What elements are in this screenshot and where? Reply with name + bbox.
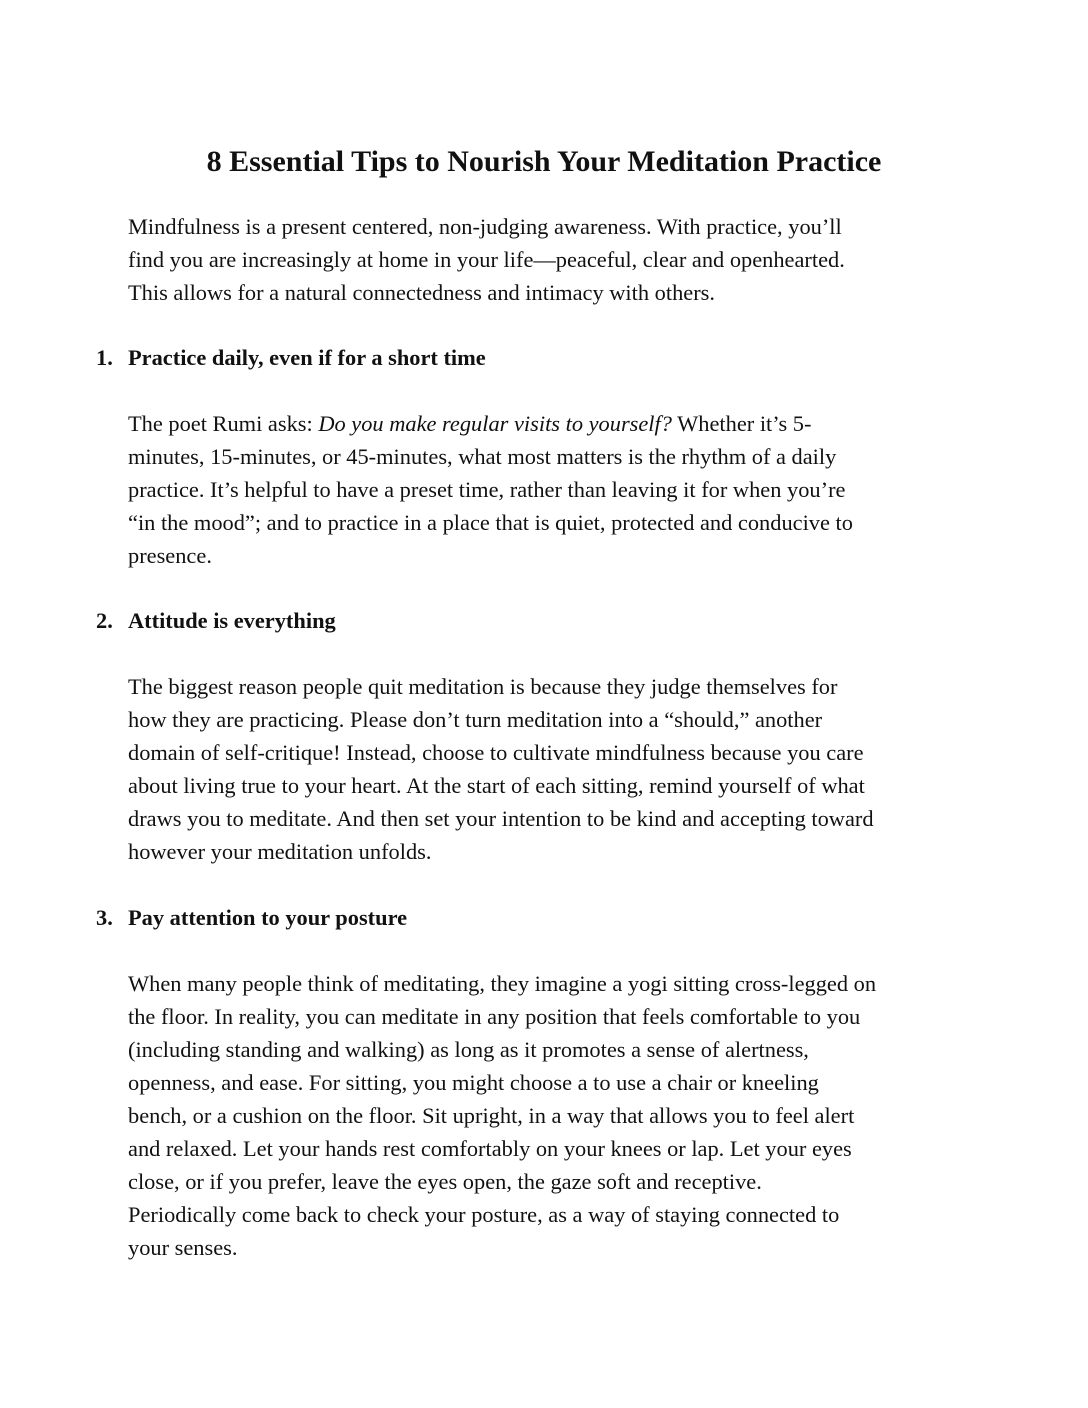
tip-2-line: The biggest reason people quit meditation is because they judge themselves for (128, 674, 838, 699)
tip-1-line: “in the mood”; and to practice in a place that is quiet, protected and conducive to (128, 510, 853, 535)
tip-1-heading (96, 341, 996, 374)
tip-3-line: your senses. (128, 1235, 238, 1260)
tip-3-line: the floor. In reality, you can meditate in any position that feels comfortable to you (128, 1004, 861, 1029)
tip-1-line: presence. (128, 543, 212, 568)
tip-3-line: (including standing and walking) as long as it promotes a sense of alertness, (128, 1037, 809, 1062)
tip-3-line: openness, and ease. For sitting, you might choose a to use a chair or kneeling (128, 1070, 819, 1095)
tip-1-first-line-suffix: Whether it’s 5- (671, 411, 812, 436)
rumi-quote: Do you make regular visits to yourself? (318, 411, 672, 436)
tip-1-line: minutes, 15-minutes, or 45-minutes, what most matters is the rhythm of a daily (128, 444, 837, 469)
tip-2-line: however your meditation unfolds. (128, 839, 432, 864)
tip-2-line: how they are practicing. Please don’t turn meditation into a “should,” another (128, 707, 823, 732)
tip-3-line: and relaxed. Let your hands rest comfortably on your knees or lap. Let your eyes (128, 1136, 852, 1161)
tip-3-line: close, or if you prefer, leave the eyes open, the gaze soft and receptive. (128, 1169, 762, 1194)
tip-1-number: 1. (96, 345, 113, 370)
tip-1-paragraph (128, 407, 978, 572)
intro-line: This allows for a natural connectedness and intimacy with others. (128, 280, 715, 305)
tip-1-line: practice. It’s helpful to have a preset time, rather than leaving it for when you’re (128, 477, 846, 502)
tip-3-paragraph (128, 967, 978, 1264)
tip-2-number: 2. (96, 608, 113, 633)
tip-3-number: 3. (96, 905, 113, 930)
tip-3-line: When many people think of meditating, they imagine a yogi sitting cross-legged on (128, 971, 877, 996)
tip-2-paragraph (128, 670, 978, 868)
tip-3-heading-text: Pay attention to your posture (128, 905, 408, 930)
tip-1-first-line-prefix: The poet Rumi asks: (128, 411, 319, 436)
tip-1-first-line (128, 407, 978, 440)
tip-3-line: Periodically come back to check your posture, as a way of staying connected to (128, 1202, 840, 1227)
intro-paragraph (128, 210, 978, 309)
tip-3-heading (96, 901, 996, 934)
tip-2-line: domain of self-critique! Instead, choose to cultivate mindfulness because you care (128, 740, 864, 765)
tip-2-heading (96, 604, 996, 637)
intro-line: find you are increasingly at home in your life—peaceful, clear and openhearted. (128, 247, 845, 272)
tip-1-heading-text: Practice daily, even if for a short time (128, 345, 486, 370)
tip-3-line: bench, or a cushion on the floor. Sit upright, in a way that allows you to feel alert (128, 1103, 855, 1128)
intro-line: Mindfulness is a present centered, non-judging awareness. With practice, you’ll (128, 214, 842, 239)
tip-2-line: draws you to meditate. And then set your intention to be kind and accepting toward (128, 806, 874, 831)
tip-2-line: about living true to your heart. At the start of each sitting, remind yourself of what (128, 773, 865, 798)
tip-2-heading-text: Attitude is everything (128, 608, 336, 633)
page-title: 8 Essential Tips to Nourish Your Meditation Practice (206, 145, 882, 178)
